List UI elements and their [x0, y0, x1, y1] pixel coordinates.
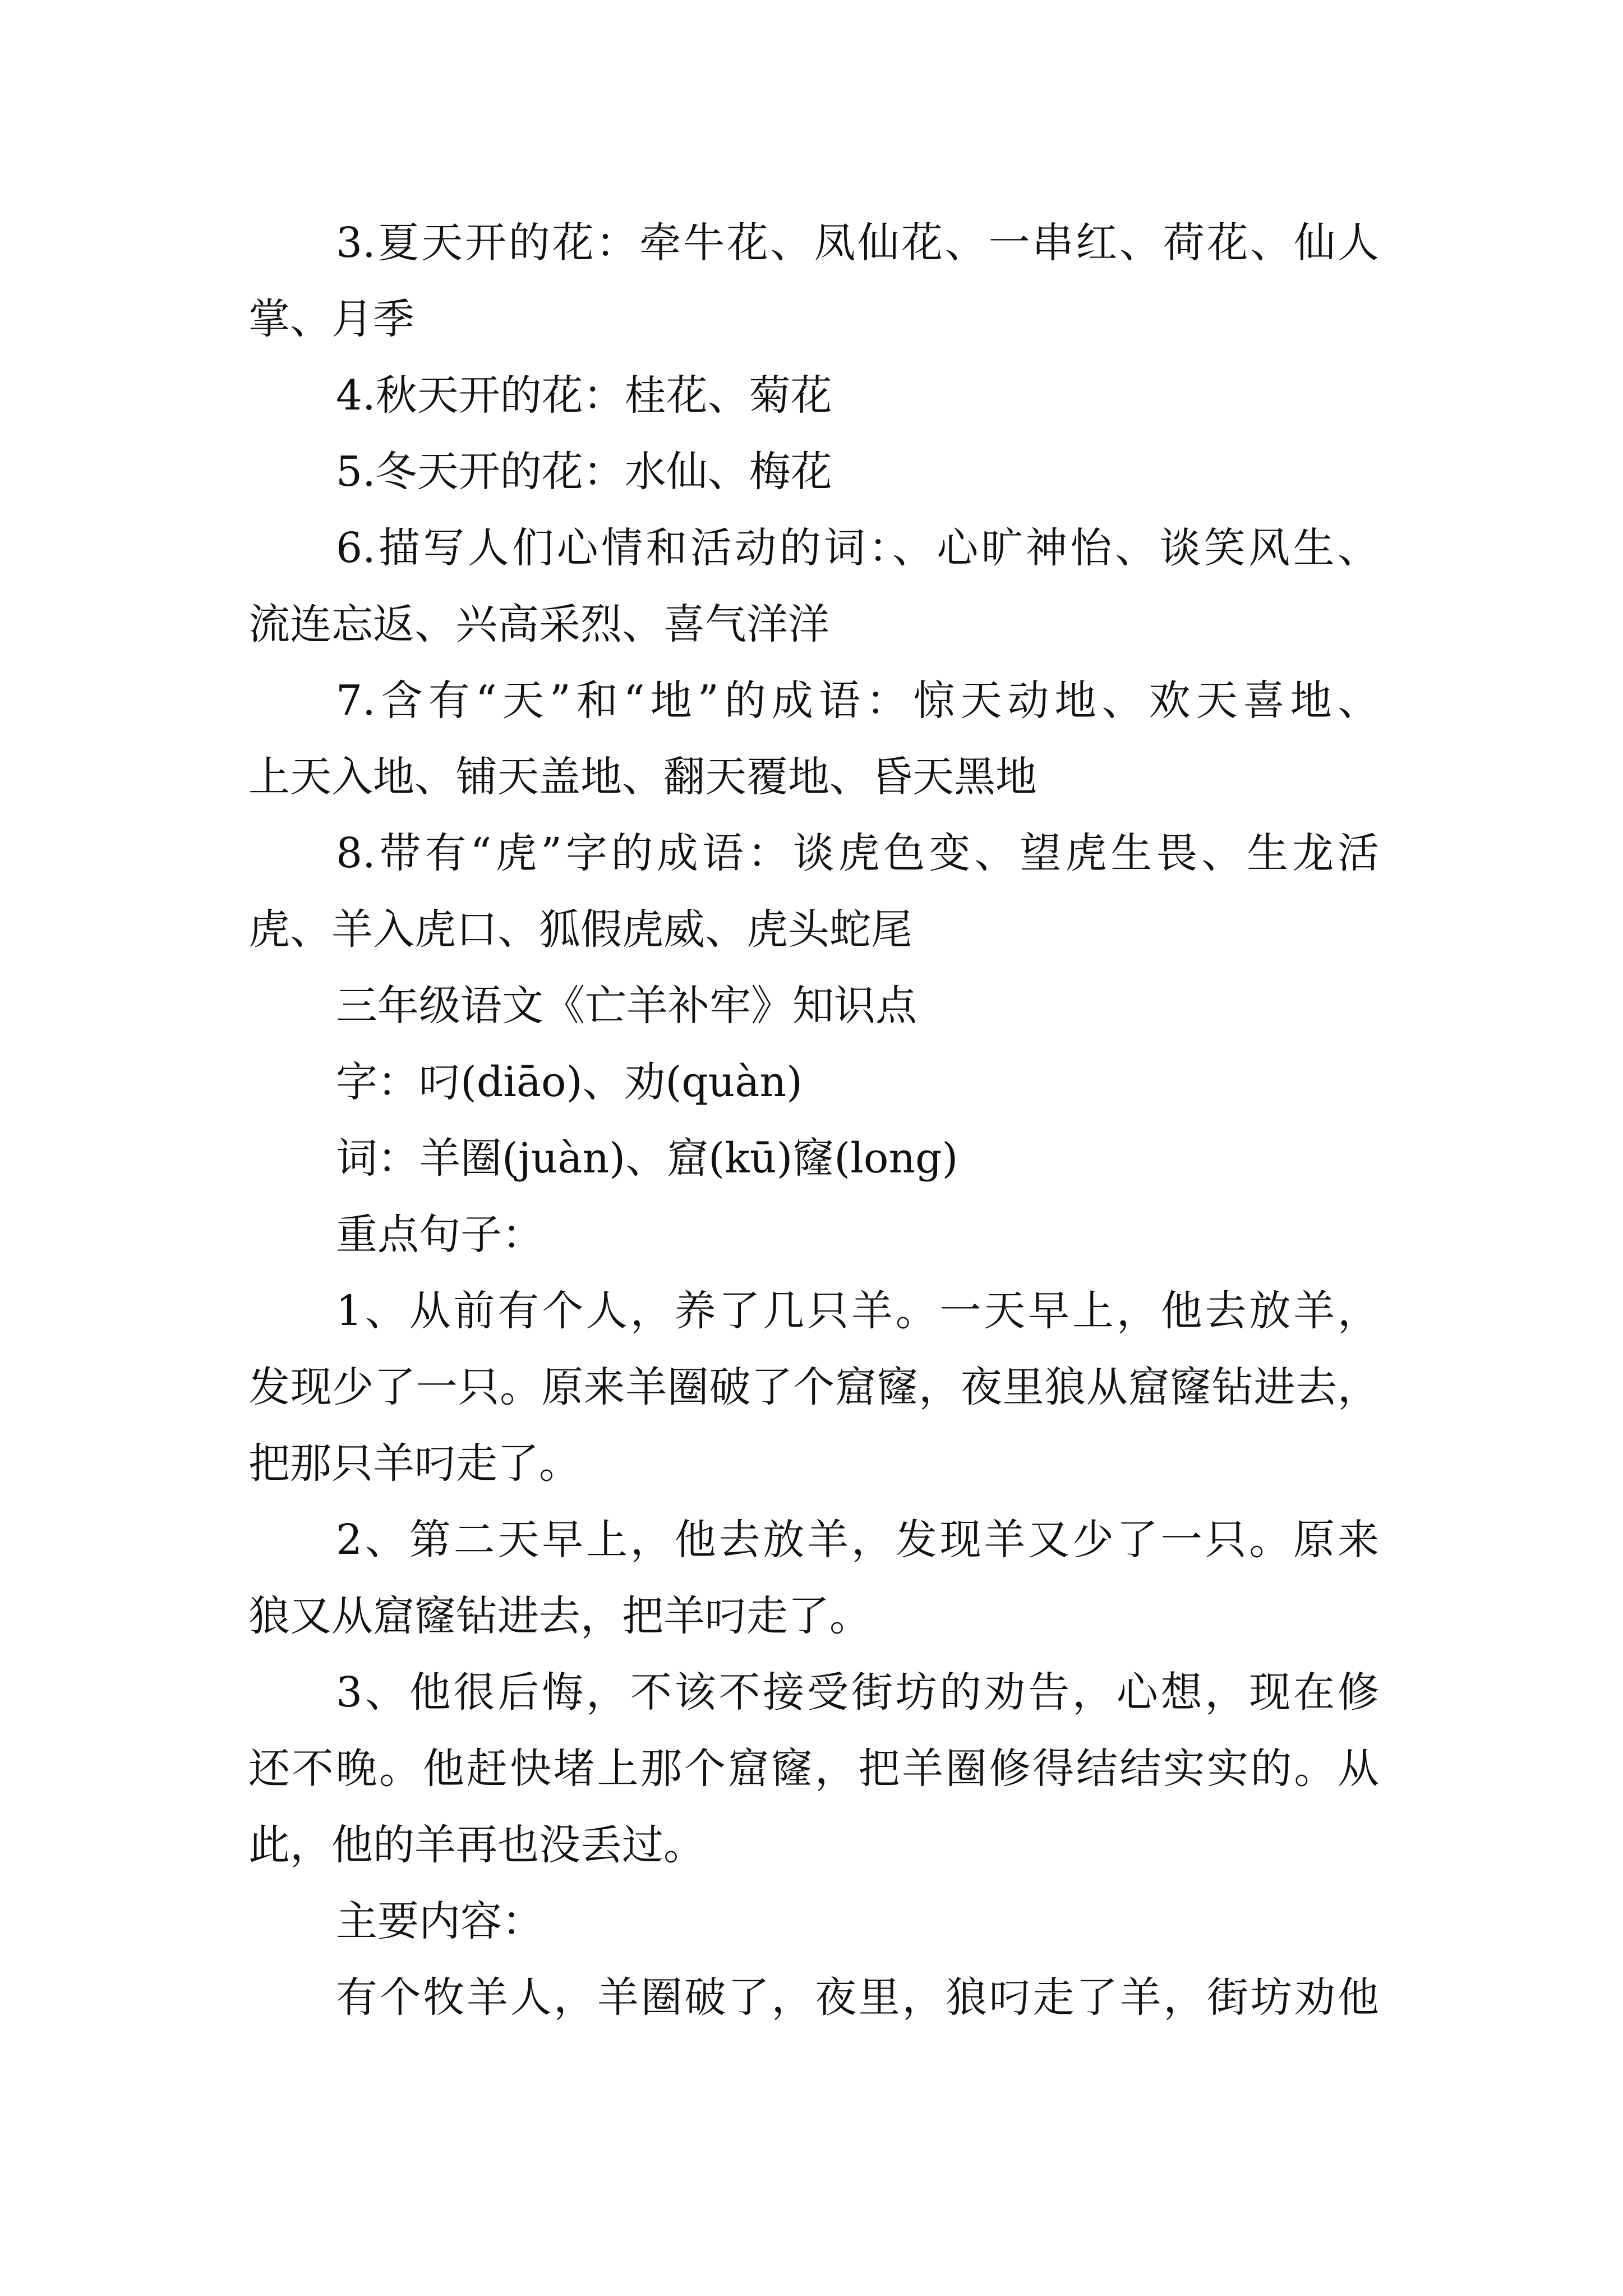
characters-line	[248, 1044, 1379, 1120]
text-line: 8.带有“虎”字的成语：谈虎色变、望虎生畏、生龙活	[336, 829, 1379, 877]
text-line: 此，他的羊再也没丢过。	[248, 1821, 705, 1869]
text-line: 掌、月季	[248, 295, 414, 343]
summer-flowers-item	[248, 205, 1379, 357]
text-line: 主要内容：	[336, 1897, 543, 1945]
text-line: 3.夏天开的花：牵牛花、凤仙花、一串红、荷花、仙人	[336, 219, 1379, 267]
text-line: 上天入地、铺天盖地、翻天覆地、昏天黑地	[248, 753, 1037, 801]
autumn-flowers-item	[248, 357, 1379, 434]
text-line: 5.冬天开的花：水仙、梅花	[336, 448, 832, 496]
text-line: 2、第二天早上，他去放羊，发现羊又少了一只。原来	[336, 1516, 1379, 1564]
text-line: 字：叼(diāo)、劝(quàn)	[336, 1058, 803, 1106]
vocabulary-line	[248, 1120, 1379, 1197]
text-line: 词：羊圈(juàn)、窟(kū)窿(long)	[336, 1134, 958, 1182]
mood-words-item	[248, 510, 1379, 662]
text-line: 1、从前有个人，养了几只羊。一天早上，他去放羊，	[336, 1287, 1379, 1335]
text-line: 狼又从窟窿钻进去，把羊叼走了。	[248, 1592, 871, 1640]
section-heading	[248, 968, 1379, 1044]
key-sentence-2	[248, 1502, 1379, 1654]
text-line: 重点句子：	[336, 1211, 543, 1259]
document-body	[248, 205, 1379, 2036]
text-line: 7.含有“天”和“地”的成语：惊天动地、欢天喜地、	[336, 677, 1379, 725]
winter-flowers-item	[248, 434, 1379, 510]
text-line: 三年级语文《亡羊补牢》知识点	[336, 982, 917, 1030]
text-line: 4.秋天开的花：桂花、菊花	[336, 371, 832, 420]
key-sentences-heading	[248, 1197, 1379, 1273]
text-line: 发现少了一只。原来羊圈破了个窟窿，夜里狼从窟窿钻进去，	[248, 1363, 1379, 1411]
key-sentence-3	[248, 1654, 1379, 1883]
text-line: 流连忘返、兴高采烈、喜气洋洋	[248, 600, 829, 648]
text-line: 3、他很后悔，不该不接受街坊的劝告，心想，现在修	[336, 1668, 1379, 1717]
text-line: 6.描写人们心情和活动的词：、心旷神怡、谈笑风生、	[336, 524, 1379, 572]
text-line: 有个牧羊人，羊圈破了，夜里，狼叼走了羊，街坊劝他	[336, 1973, 1379, 2022]
main-content-heading	[248, 1883, 1379, 1959]
tiger-idioms-item	[248, 815, 1379, 968]
key-sentence-1	[248, 1273, 1379, 1502]
text-line: 还不晚。他赶快堵上那个窟窿，把羊圈修得结结实实的。从	[248, 1745, 1379, 1793]
main-content-paragraph	[248, 1959, 1379, 2036]
text-line: 把那只羊叼走了。	[248, 1439, 580, 1488]
text-line: 虎、羊入虎口、狐假虎威、虎头蛇尾	[248, 905, 912, 954]
heaven-earth-idioms-item	[248, 662, 1379, 815]
